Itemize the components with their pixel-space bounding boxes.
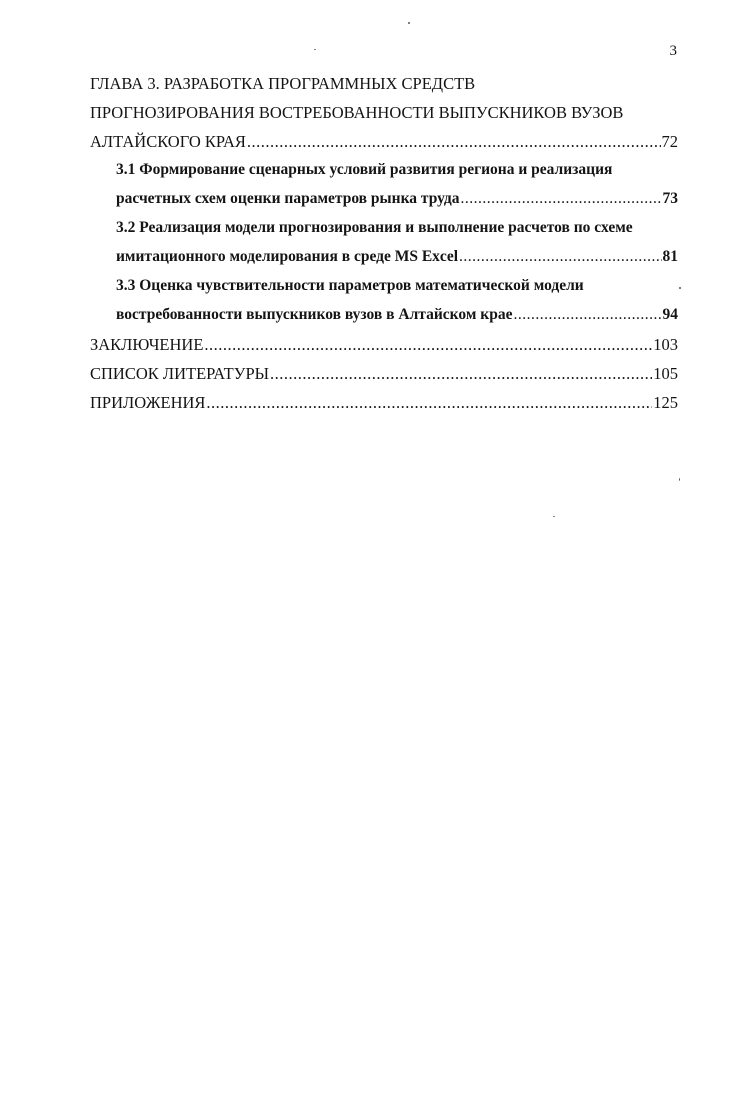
toc-chapter-3-line-1[interactable] <box>90 74 678 103</box>
toc-entry-text: ГЛАВА 3. РАЗРАБОТКА ПРОГРАММНЫХ СРЕДСТВ <box>90 74 476 93</box>
toc-section-3-2-line-2[interactable] <box>90 248 678 277</box>
dot-leader <box>461 190 662 208</box>
dot-leader <box>247 132 661 152</box>
scan-speck <box>679 287 681 289</box>
toc-entry-text: АЛТАЙСКОГО КРАЯ <box>90 132 246 151</box>
toc-page-number: 103 <box>653 335 678 354</box>
dot-leader <box>204 335 652 355</box>
toc-section-3-1-line-2[interactable] <box>90 190 678 219</box>
toc-page-number: 81 <box>662 248 678 265</box>
toc-section-3-3-line-2[interactable] <box>90 306 678 335</box>
toc-appendices[interactable] <box>90 393 678 422</box>
toc-chapter-3-line-3[interactable] <box>90 132 678 161</box>
toc-page-number: 94 <box>662 306 678 323</box>
toc-section-3-3-line-1[interactable] <box>90 277 678 306</box>
scan-speck <box>408 22 410 24</box>
toc-entry-text: востребованности выпускников вузов в Алтайском крае <box>116 306 513 323</box>
toc-chapter-3-line-2[interactable] <box>90 103 678 132</box>
toc-page-number: 105 <box>653 364 678 383</box>
toc-entry-text: СПИСОК ЛИТЕРАТУРЫ <box>90 364 270 383</box>
dot-leader <box>513 306 661 324</box>
scan-speck <box>553 516 555 517</box>
toc-entry-text: имитационного моделирования в среде MS Excel <box>116 248 458 265</box>
toc-entry-text: 3.1 Формирование сценарных условий развития региона и реализация <box>116 161 613 178</box>
page-number: 3 <box>669 43 677 59</box>
toc-conclusion[interactable] <box>90 335 678 364</box>
dot-leader <box>206 393 652 413</box>
scan-speck <box>314 49 316 50</box>
table-of-contents <box>90 74 678 422</box>
toc-entry-text: ПРОГНОЗИРОВАНИЯ ВОСТРЕБОВАННОСТИ ВЫПУСКНИКОВ ВУЗОВ <box>90 103 624 122</box>
scan-speck <box>679 478 680 481</box>
toc-page-number: 125 <box>653 393 678 412</box>
dot-leader <box>270 364 652 384</box>
toc-entry-text: расчетных схем оценки параметров рынка труда <box>116 190 460 207</box>
toc-entry-text: ЗАКЛЮЧЕНИЕ <box>90 335 204 354</box>
dot-leader <box>459 248 662 266</box>
toc-entry-text: ПРИЛОЖЕНИЯ <box>90 393 206 412</box>
toc-section-3-1-line-1[interactable] <box>90 161 678 190</box>
toc-entry-text: 3.2 Реализация модели прогнозирования и выполнение расчетов по схеме <box>116 219 633 236</box>
toc-entry-text: 3.3 Оценка чувствительности параметров математической модели <box>116 277 584 294</box>
toc-page-number: 72 <box>661 132 678 151</box>
toc-section-3-2-line-1[interactable] <box>90 219 678 248</box>
toc-references[interactable] <box>90 364 678 393</box>
toc-page-number: 73 <box>662 190 678 207</box>
